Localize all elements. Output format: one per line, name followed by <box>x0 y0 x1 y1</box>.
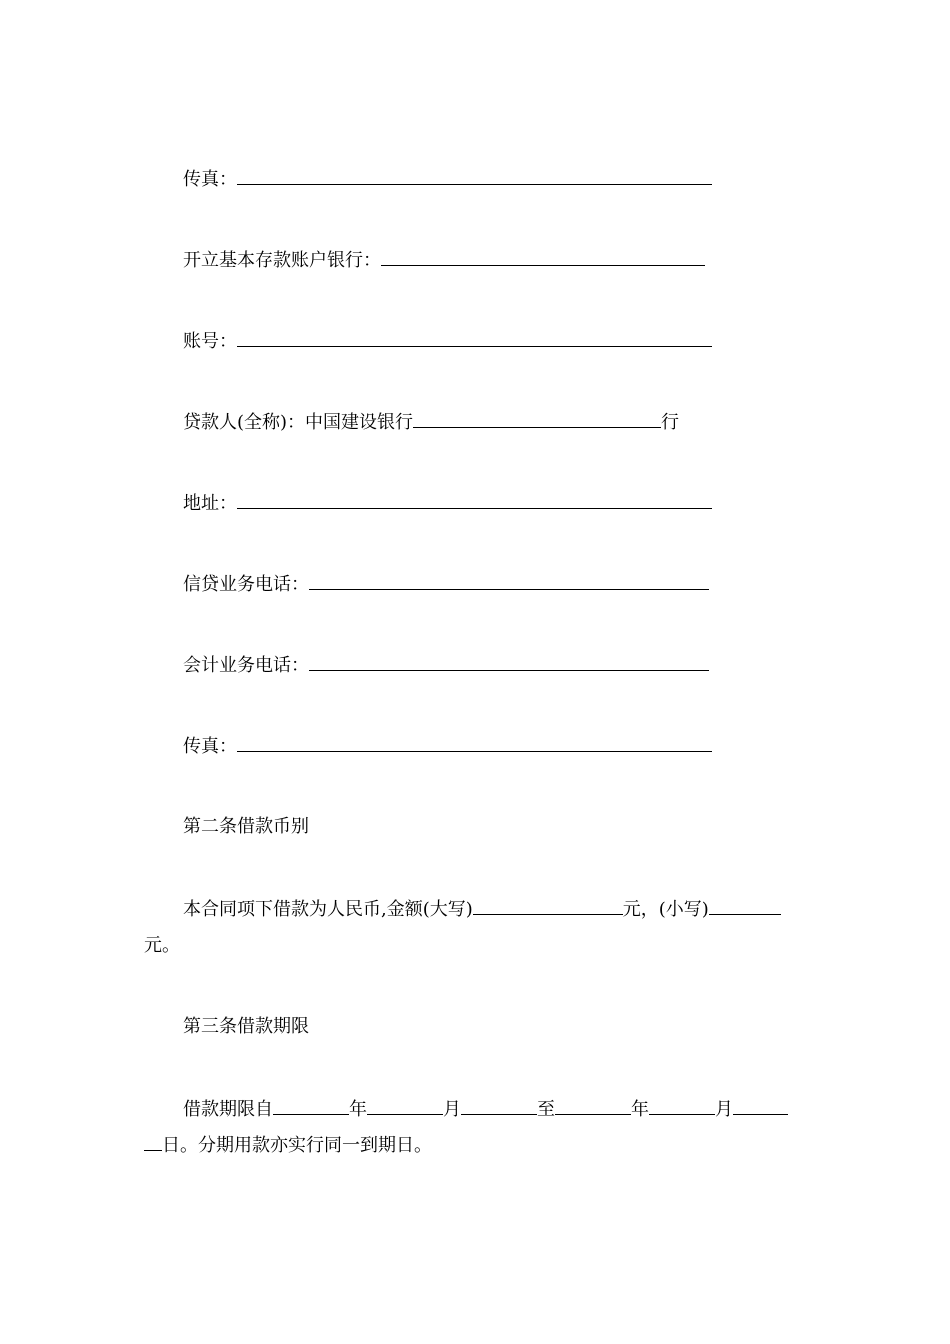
lender-accounting-phone-line <box>183 651 709 677</box>
article3-month1: 月 <box>443 1099 461 1120</box>
lender-fax-line <box>183 732 712 758</box>
end-day-field-part2[interactable] <box>144 1131 162 1151</box>
article2-paragraph <box>144 892 804 964</box>
borrower-account-label: 账号： <box>183 331 237 352</box>
article2-text-end: 元。 <box>144 935 180 956</box>
start-month-field[interactable] <box>367 1095 443 1115</box>
article3-paragraph <box>144 1092 804 1164</box>
borrower-bank-field[interactable] <box>381 246 705 266</box>
article3-year1: 年 <box>349 1099 367 1120</box>
article2-heading: 第二条借款币别 <box>183 816 309 837</box>
lender-fax-label: 传真： <box>183 736 237 757</box>
lender-credit-phone-line <box>183 570 709 596</box>
lender-accounting-phone-field[interactable] <box>309 651 709 671</box>
article2-text-yuan-lower: 元，(小写) <box>622 899 709 920</box>
article3-heading: 第三条借款期限 <box>183 1016 309 1037</box>
article3-text-end: 日。分期用款亦实行同一到期日。 <box>162 1135 432 1156</box>
lender-credit-phone-label: 信贷业务电话： <box>183 574 309 595</box>
borrower-account-field[interactable] <box>237 327 712 347</box>
lender-address-label: 地址： <box>183 493 237 514</box>
lender-accounting-phone-label: 会计业务电话： <box>183 655 309 676</box>
lender-credit-phone-field[interactable] <box>309 570 709 590</box>
borrower-fax-line <box>183 165 712 191</box>
start-year-field[interactable] <box>273 1095 349 1115</box>
article2-text-before: 本合同项下借款为人民币,金额(大写) <box>183 899 473 920</box>
lender-name-label: 贷款人(全称)：中国建设银行 <box>183 412 414 433</box>
lender-fax-field[interactable] <box>237 732 712 752</box>
borrower-fax-field[interactable] <box>237 165 712 185</box>
article3-to: 至 <box>537 1099 555 1120</box>
lender-branch-field[interactable] <box>413 408 661 428</box>
lender-address-field[interactable] <box>237 489 712 509</box>
borrower-account-line <box>183 327 712 353</box>
lender-address-line <box>183 489 712 515</box>
borrower-bank-line <box>183 246 705 272</box>
article3-text-start: 借款期限自 <box>183 1099 273 1120</box>
lender-name-suffix: 行 <box>661 412 680 433</box>
amount-lower-field[interactable] <box>709 895 781 915</box>
end-month-field[interactable] <box>649 1095 715 1115</box>
borrower-fax-label: 传真： <box>183 169 237 190</box>
article3-year2: 年 <box>631 1099 649 1120</box>
amount-upper-field[interactable] <box>473 895 623 915</box>
end-day-field-part1[interactable] <box>733 1095 788 1115</box>
end-year-field[interactable] <box>555 1095 631 1115</box>
borrower-bank-label: 开立基本存款账户银行： <box>183 250 381 271</box>
article3-month2: 月 <box>715 1099 733 1120</box>
start-day-field[interactable] <box>461 1095 537 1115</box>
lender-name-line <box>183 408 679 434</box>
